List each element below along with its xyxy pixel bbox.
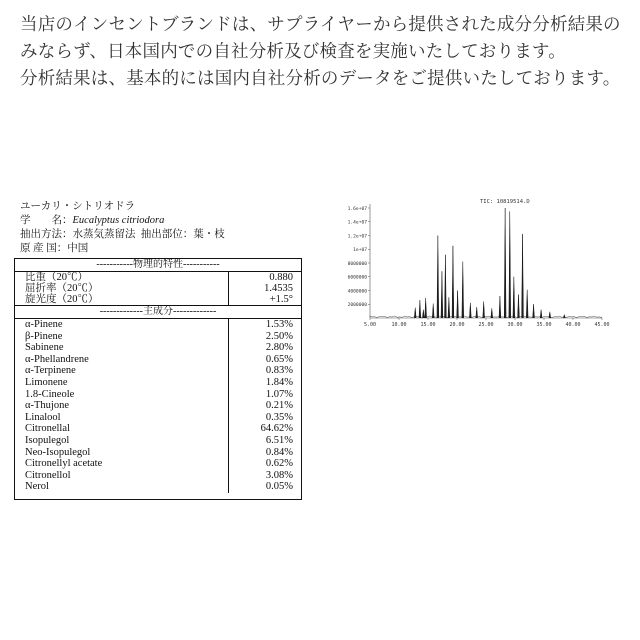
chromatogram-peak bbox=[522, 234, 524, 318]
latin-name-label: 学 名： bbox=[20, 215, 73, 226]
chromatogram-peak bbox=[462, 262, 464, 318]
component-name: α-Terpinene bbox=[15, 365, 229, 377]
y-tick-label: 1.2e+07 bbox=[347, 234, 367, 240]
intro-paragraph-2: 分析結果は、基本的には国内自社分析のデータをご提供いたしております。 bbox=[20, 69, 621, 89]
chromatogram-peak bbox=[414, 308, 416, 318]
component-row bbox=[15, 319, 301, 331]
part-label: 抽出部位： bbox=[140, 229, 194, 240]
component-name: β-Pinene bbox=[15, 331, 229, 343]
component-row bbox=[15, 342, 301, 354]
x-tick-label: 10.00 bbox=[391, 322, 407, 328]
baseline-trace bbox=[370, 316, 602, 318]
chromatogram-peak bbox=[533, 304, 535, 318]
component-name: α-Thujone bbox=[15, 400, 229, 412]
y-tick-label: 6000000 bbox=[347, 275, 367, 281]
x-tick-label: 25.00 bbox=[478, 322, 494, 328]
physical-row bbox=[15, 283, 301, 294]
x-tick-label: 30.00 bbox=[507, 322, 523, 328]
component-name: Limonene bbox=[15, 377, 229, 389]
component-value: 3.08% bbox=[265, 469, 293, 481]
component-value: 1.07% bbox=[265, 388, 293, 400]
component-value: 0.35% bbox=[265, 411, 293, 423]
chromatogram-peak bbox=[422, 310, 424, 318]
component-row bbox=[15, 400, 301, 412]
chromatogram-peak bbox=[513, 277, 515, 318]
component-value: 6.51% bbox=[265, 434, 293, 446]
part-value: 葉・枝 bbox=[193, 229, 225, 240]
x-tick-label: 5.00 bbox=[363, 322, 377, 328]
component-row bbox=[15, 470, 301, 482]
method-label: 抽出方法： bbox=[20, 229, 73, 240]
x-tick-label: 35.00 bbox=[536, 322, 552, 328]
origin-line bbox=[20, 242, 300, 256]
component-value: 0.05% bbox=[265, 481, 293, 493]
y-tick-label: 1e+07 bbox=[353, 248, 367, 254]
component-row bbox=[15, 423, 301, 435]
intro-text bbox=[20, 12, 624, 93]
physical-row bbox=[15, 272, 301, 283]
physical-name: 旋光度（20℃） bbox=[15, 294, 229, 305]
chromatogram-peak bbox=[469, 303, 471, 318]
component-row bbox=[15, 412, 301, 424]
chromatogram-peak bbox=[448, 297, 450, 318]
physical-section-title: -----------物理的特性----------- bbox=[15, 259, 301, 272]
chromatogram-peak bbox=[549, 312, 551, 318]
chromatogram-svg bbox=[330, 190, 610, 330]
physical-rows bbox=[15, 272, 301, 305]
chromatogram-peak bbox=[432, 304, 434, 318]
component-row bbox=[15, 354, 301, 366]
component-name: Sabinene bbox=[15, 342, 229, 354]
component-row bbox=[15, 377, 301, 389]
chromatogram-peak bbox=[419, 300, 421, 318]
y-tick-label: 1.6e+07 bbox=[347, 206, 367, 212]
analysis-table bbox=[14, 258, 302, 500]
physical-name: 比重（20℃） bbox=[15, 272, 229, 283]
physical-value: +1.5° bbox=[269, 294, 293, 305]
component-value: 64.62% bbox=[260, 423, 293, 435]
x-tick-label: 45.00 bbox=[594, 322, 610, 328]
y-tick-label: 1.4e+07 bbox=[347, 220, 367, 226]
component-value: 0.84% bbox=[265, 446, 293, 458]
component-row bbox=[15, 389, 301, 401]
physical-value: 1.4535 bbox=[264, 283, 293, 294]
chromatogram-peak bbox=[526, 290, 528, 318]
component-name: 1.8-Cineole bbox=[15, 389, 229, 401]
product-name: ユーカリ・シトリオドラ bbox=[20, 201, 136, 212]
latin-name-line bbox=[20, 214, 300, 228]
physical-row bbox=[15, 294, 301, 305]
component-value: 0.62% bbox=[265, 458, 293, 470]
component-value: 0.83% bbox=[265, 365, 293, 377]
chromatogram-title: TIC: 10819514.D bbox=[480, 199, 530, 205]
intro-paragraph-1: 当店のインセントブランドは、サプライヤーから提供された成分分析結果のみならず、日本国内での自社分析及び検査を実施いたしております。 bbox=[20, 15, 621, 62]
chromatogram-peak bbox=[499, 296, 501, 318]
origin-value: 中国 bbox=[67, 243, 89, 254]
component-value: 0.21% bbox=[265, 400, 293, 412]
chromatogram-peak bbox=[476, 307, 478, 318]
method-value: 水蒸気蒸留法 bbox=[72, 229, 136, 240]
chromatogram-peak bbox=[509, 211, 511, 318]
component-name: Citronellol bbox=[15, 470, 229, 482]
component-row bbox=[15, 481, 301, 493]
chromatogram-peak bbox=[518, 295, 520, 318]
chromatogram-peak bbox=[457, 291, 459, 319]
latin-name: Eucalyptus citriodora bbox=[72, 215, 165, 226]
component-value: 2.50% bbox=[265, 330, 293, 342]
y-tick-label: 2000000 bbox=[347, 303, 367, 309]
chromatogram-peak bbox=[504, 208, 506, 318]
chromatogram-peak bbox=[437, 236, 439, 319]
component-name: Isopulegol bbox=[15, 435, 229, 447]
chromatogram-peak bbox=[445, 255, 447, 318]
extraction-line bbox=[20, 228, 300, 242]
chromatogram-peak bbox=[563, 315, 565, 318]
component-name: Linalool bbox=[15, 412, 229, 424]
chromatogram-peak bbox=[483, 302, 485, 319]
component-name: Citronellal bbox=[15, 423, 229, 435]
components-section-title: -------------主成分------------- bbox=[15, 305, 301, 319]
component-value: 1.84% bbox=[265, 376, 293, 388]
x-tick-label: 40.00 bbox=[565, 322, 581, 328]
physical-name: 屈折率（20℃） bbox=[15, 283, 229, 294]
physical-value: 0.880 bbox=[269, 272, 293, 283]
component-value: 0.65% bbox=[265, 353, 293, 365]
component-name: Nerol bbox=[15, 481, 229, 493]
chromatogram-peak bbox=[441, 271, 443, 318]
component-name: α-Phellandrene bbox=[15, 354, 229, 366]
chromatogram-peak bbox=[452, 246, 454, 318]
component-value: 2.80% bbox=[265, 342, 293, 354]
chromatogram-peak bbox=[491, 308, 493, 318]
component-row bbox=[15, 435, 301, 447]
component-row bbox=[15, 331, 301, 343]
origin-label: 原 産 国： bbox=[20, 243, 68, 254]
analysis-sheet bbox=[20, 200, 300, 500]
component-name: α-Pinene bbox=[15, 319, 229, 331]
component-name: Neo-Isopulegol bbox=[15, 447, 229, 459]
chromatogram-peak bbox=[540, 310, 542, 318]
x-tick-label: 15.00 bbox=[420, 322, 436, 328]
chromatogram-peak bbox=[425, 298, 427, 318]
x-tick-label: 20.00 bbox=[449, 322, 465, 328]
component-row bbox=[15, 458, 301, 470]
component-rows bbox=[15, 319, 301, 499]
component-value: 1.53% bbox=[265, 319, 293, 330]
component-row bbox=[15, 365, 301, 377]
chromatogram bbox=[330, 190, 610, 330]
component-name: Citronellyl acetate bbox=[15, 458, 229, 470]
y-tick-label: 8000000 bbox=[347, 261, 367, 267]
y-tick-label: 4000000 bbox=[347, 289, 367, 295]
component-row bbox=[15, 447, 301, 459]
